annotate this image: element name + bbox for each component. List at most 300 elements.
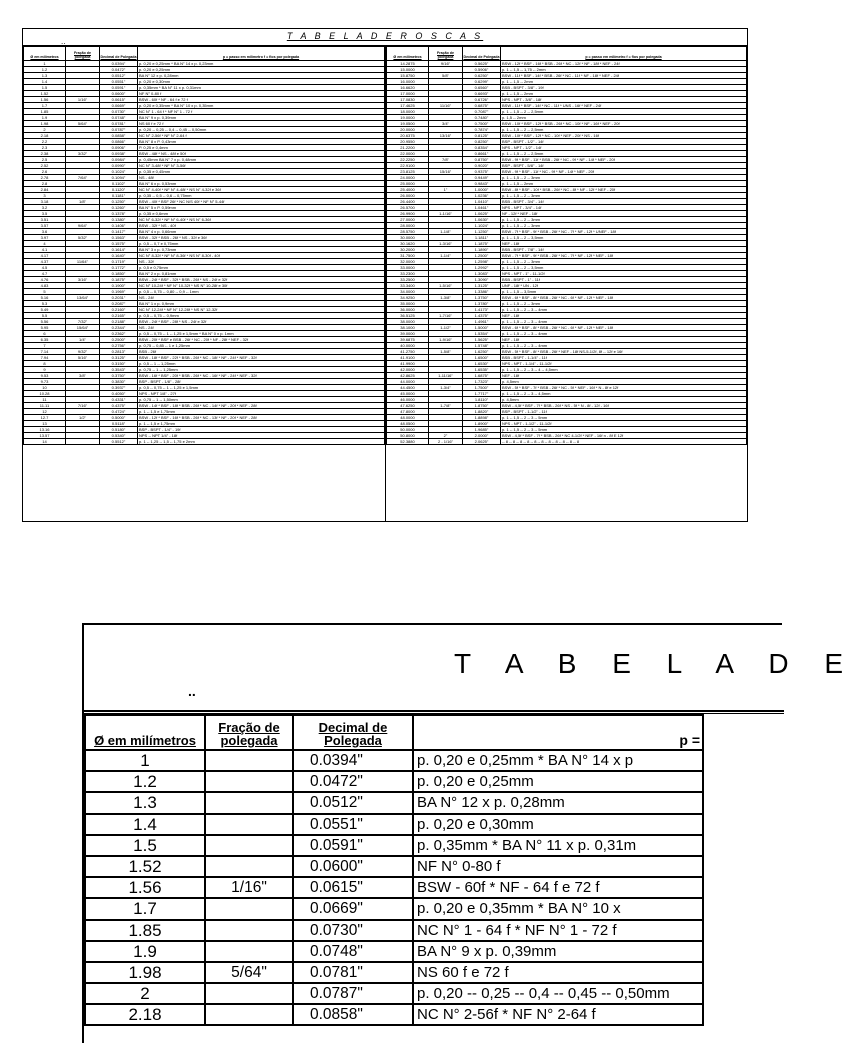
cell-mm: 1.56 xyxy=(85,877,205,898)
cell-mm: 2.38 xyxy=(24,151,66,157)
cell-decimal: 1.5625" xyxy=(463,337,501,343)
cell-decimal: 0.1900" xyxy=(100,283,138,289)
cell-mm: 25.4000 xyxy=(387,187,429,193)
cell-decimal: 0.9020" xyxy=(463,163,501,169)
cell-pitch: BSW - 7f * BSF - 9f * BSB - 26f * NC - 7f * NF - 12f * UNEF - 18f xyxy=(501,229,747,235)
cell-decimal: 1.5354" xyxy=(463,331,501,337)
cell-mm: 47.6250 xyxy=(387,403,429,409)
cell-decimal: 0.1719" xyxy=(100,259,138,265)
cell-decimal: 1.3125" xyxy=(463,283,501,289)
cell-decimal: 0.0551" xyxy=(293,814,413,835)
cell-mm: 50.8000 xyxy=(387,433,429,439)
cell-decimal: 0.0730" xyxy=(100,109,138,115)
cell-mm: 1.5 xyxy=(85,835,205,856)
cell-pitch: p. 0,5 -- 0,75 -- 1 -- 1,25 e 1,5mm * BA N° 0 x p. 1mm xyxy=(138,331,385,337)
cell-mm: 31.7500 xyxy=(387,253,429,259)
overview-left-table xyxy=(23,46,385,445)
cell-mm: 1.9 xyxy=(24,115,66,121)
corner-mark: .. xyxy=(61,37,66,46)
cell-pitch: p. 0,75 -- 1 -- 1,50mm xyxy=(138,397,385,403)
cell-pitch: p. 0,20 e 0,25mm xyxy=(138,67,385,73)
cell-decimal: 0.0600" xyxy=(100,91,138,97)
cell-decimal: 0.0866" xyxy=(100,139,138,145)
cell-pitch: BSW - 6f * BSF - 8f * BSB - 26f * NC - 6f * NF - 12f * NEF - 18f xyxy=(501,325,747,331)
zoom-corner-mark: .. xyxy=(188,683,196,699)
cell-mm: 1.2 xyxy=(24,67,66,73)
cell-mm: 20.9550 xyxy=(387,139,429,145)
cell-decimal: 0.9375" xyxy=(463,169,501,175)
cell-mm: 26.4400 xyxy=(387,199,429,205)
cell-mm: 7 xyxy=(24,343,66,349)
cell-pitch: NC N° 1 - 64 f * NF N° 1 - 72 f xyxy=(413,920,703,941)
cell-mm: 41.2750 xyxy=(387,349,429,355)
zoom-header-decimal: Decimal de Polegada xyxy=(293,715,413,750)
cell-pitch: NPS - NPT - 1-1/2" - 11-1/2f xyxy=(501,421,747,427)
cell-pitch: p. 1 -- 1,5 -- 2 -- 3 -- 4,5mm xyxy=(501,391,747,397)
table-row xyxy=(85,920,703,941)
cell-decimal: 1.0410" xyxy=(463,199,501,205)
cell-pitch: NS 60 f e 72 f xyxy=(413,962,703,983)
cell-mm: 2.18 xyxy=(85,1004,205,1025)
cell-decimal: 0.3125" xyxy=(100,355,138,361)
cell-decimal: 0.2813" xyxy=(100,349,138,355)
cell-mm: 23.8125 xyxy=(387,169,429,175)
cell-pitch: NS - 24f xyxy=(138,295,385,301)
cell-pitch: p. 0,5 -- 0,75 -- 1 -- 1,25 e 1,5mm xyxy=(138,385,385,391)
header-pitch: p = passo em milímetro f = fios por polegada xyxy=(501,47,747,61)
cell-decimal: 0.2087" xyxy=(100,301,138,307)
cell-pitch: p. 1 -- 1,5 -- 2 -- 3 -- 4mm xyxy=(501,319,747,325)
cell-decimal: 0.0858" xyxy=(293,1004,413,1025)
cell-decimal: 1.8898" xyxy=(463,415,501,421)
table-row xyxy=(85,898,703,919)
cell-mm: 5.5 xyxy=(24,313,66,319)
cell-pitch: BA N° 12 x p. 0,28mm xyxy=(138,73,385,79)
cell-mm: 39.6875 xyxy=(387,337,429,343)
cell-pitch: p. 0,20 e 0,30mm xyxy=(413,814,703,835)
cell-decimal: 0.2756" xyxy=(100,343,138,349)
cell-decimal: 1.5000" xyxy=(463,325,501,331)
cell-decimal: 0.1850" xyxy=(100,271,138,277)
cell-mm: 10 xyxy=(24,385,66,391)
cell-mm: 30.1620 xyxy=(387,241,429,247)
cell-mm: 13 xyxy=(24,421,66,427)
cell-decimal: 0.3543" xyxy=(100,367,138,373)
cell-pitch: NC N° 4-40f * NF N° 4-48f * NS N° 4-32f e 36f xyxy=(138,187,385,193)
cell-pitch: BA N° 1 x p. 0,9mm xyxy=(138,301,385,307)
cell-pitch: p. 0,35mm * BA N° 11 x p. 0,31mm xyxy=(138,85,385,91)
cell-mm: 4.17 xyxy=(24,253,66,259)
cell-pitch: BSP - BSPT - 1/2" - 14f xyxy=(501,139,747,145)
cell-fraction: 15/16" xyxy=(429,169,463,175)
header-fraction: Fração de polegada xyxy=(66,47,100,61)
cell-mm: 1 xyxy=(85,750,205,771)
cell-pitch: BSW - 24f * BSF - 32f * BSB - 26f * NS - 24f e 32f xyxy=(138,277,385,283)
cell-decimal: 0.0938" xyxy=(100,151,138,157)
table-row xyxy=(85,983,703,1004)
cell-decimal: 1.0000" xyxy=(463,187,501,193)
cell-pitch: p. 0,20 e 0,25mm * BA N° 14 x p xyxy=(413,750,703,771)
cell-mm: 4.83 xyxy=(24,283,66,289)
cell-decimal: 0.0512" xyxy=(100,73,138,79)
cell-mm: 25.0000 xyxy=(387,181,429,187)
cell-fraction xyxy=(66,439,100,445)
cell-mm: 1.2 xyxy=(85,771,205,792)
cell-mm: 2.78 xyxy=(24,175,66,181)
cell-decimal: 0.0551" xyxy=(100,79,138,85)
thread-table-overview xyxy=(22,28,748,522)
cell-decimal: 0.0906" xyxy=(100,145,138,151)
cell-decimal: 0.1094" xyxy=(100,175,138,181)
cell-decimal: 1.8820" xyxy=(463,409,501,415)
cell-pitch: NF - 12f * NEF - 18f xyxy=(501,211,747,217)
cell-pitch: p. 1 -- 1,5 -- 2mm xyxy=(501,181,747,187)
cell-decimal: 0.0591" xyxy=(100,85,138,91)
cell-fraction: 1/16" xyxy=(205,877,293,898)
cell-pitch: p. 0,35mm * BA N° 11 x p. 0,31m xyxy=(413,835,703,856)
overview-left-rows xyxy=(24,61,385,445)
cell-fraction: 13/64" xyxy=(66,295,100,301)
cell-decimal: 0.0394" xyxy=(100,61,138,67)
cell-decimal: 0.0591" xyxy=(293,835,413,856)
cell-decimal: 1.0625" xyxy=(463,211,501,217)
cell-mm: 1.85 xyxy=(24,109,66,115)
overview-body xyxy=(23,45,747,521)
cell-fraction: 7/64" xyxy=(66,175,100,181)
cell-pitch: p. 0,5 -- 0,75 -- 0,80 -- 0,9 -- 1mm xyxy=(138,289,385,295)
cell-pitch: BSB - BSPT - 1" - 11f xyxy=(501,277,747,283)
cell-mm: 6.35 xyxy=(24,337,66,343)
cell-pitch: p. 1 -- 1,5 -- 2 -- 3mm xyxy=(501,193,747,199)
cell-mm: 28.0000 xyxy=(387,223,429,229)
cell-pitch: BSW - 32f * BSB - 26f * NS - 32f e 36f xyxy=(138,235,385,241)
cell-fraction: 1-11/16" xyxy=(429,373,463,379)
table-row xyxy=(387,439,747,445)
cell-pitch: BSW - 9f * BSF - 11f * NC - 9f * NF - 14f * NEF - 20f xyxy=(501,169,747,175)
cell-decimal: 0.1772" xyxy=(100,265,138,271)
cell-decimal: 0.4050" xyxy=(100,391,138,397)
cell-mm: 47.8000 xyxy=(387,409,429,415)
cell-mm: 33.0000 xyxy=(387,265,429,271)
cell-pitch: BSW - 18f * BSF - 22f * BSB - 26f * NC - 18f * NF - 24f * NEF - 32f xyxy=(138,355,385,361)
cell-pitch: P. 0,25 e 0,4mm xyxy=(138,145,385,151)
cell-mm: 3.6 xyxy=(24,229,66,235)
cell-pitch: p. 0,20 e 0,35mm * BA N° 10 x p. 0,35mm xyxy=(138,103,385,109)
cell-pitch: -- 8 -- 8 -- 8 -- 8 -- 8 -- 8 -- 8 -- 8 -- 8 -- 8 -- 8 xyxy=(501,439,747,445)
cell-decimal: 1.1890" xyxy=(463,247,501,253)
cell-mm: 11.11 xyxy=(24,403,66,409)
cell-mm: 12.7 xyxy=(24,415,66,421)
cell-decimal: 0.2165" xyxy=(100,313,138,319)
cell-mm: 26.5700 xyxy=(387,205,429,211)
cell-decimal: 1.0461" xyxy=(463,205,501,211)
cell-decimal: 2.0625" xyxy=(463,439,501,445)
cell-mm: 4.7 xyxy=(24,271,66,277)
cell-fraction: 3/16" xyxy=(66,277,100,283)
cell-mm: 7.14 xyxy=(24,349,66,355)
cell-pitch: NPS - NPT - 3/4" - 14f xyxy=(501,205,747,211)
cell-mm: 1.3 xyxy=(24,73,66,79)
cell-mm: 16.6620 xyxy=(387,85,429,91)
cell-fraction: 1/8" xyxy=(66,199,100,205)
zoom-divider xyxy=(84,710,784,712)
cell-fraction: 3/8" xyxy=(66,373,100,379)
cell-mm: 1.52 xyxy=(24,91,66,97)
cell-pitch: p. 1 -- 1,5 -- 2mm xyxy=(501,91,747,97)
zoom-header-fraction: Fração de polegada xyxy=(205,715,293,750)
cell-decimal: 1.6530" xyxy=(463,361,501,367)
cell-decimal: 0.4724" xyxy=(100,409,138,415)
cell-fraction: 5/16" xyxy=(66,355,100,361)
cell-mm: 39.0000 xyxy=(387,331,429,337)
cell-pitch: p. 0,35 -- 0,5 -- 0,6 -- 0,75mm xyxy=(138,193,385,199)
cell-decimal: 1.6500" xyxy=(463,355,501,361)
cell-pitch: BA N° 4 x p. 0,66mm xyxy=(138,229,385,235)
cell-pitch: p. 0,20 -- 0,25 -- 0,4 -- 0,45 -- 0,50mm xyxy=(413,983,703,1004)
cell-decimal: 1.9685" xyxy=(463,427,501,433)
cell-pitch: NPS - NPT - 1-1/4" - 11-1/2f xyxy=(501,361,747,367)
cell-fraction: 3/32" xyxy=(66,151,100,157)
cell-decimal: 1.7323" xyxy=(463,379,501,385)
cell-pitch: BSW - 11f * BSF - 14f * NC - 11f * UNS - 16f * NEF - 24f xyxy=(501,103,747,109)
cell-mm: 18.0000 xyxy=(387,109,429,115)
cell-mm: 1.3 xyxy=(85,792,205,813)
cell-pitch: NC N° 2-56f * NF N° 2-64 f xyxy=(413,1004,703,1025)
table-row xyxy=(85,771,703,792)
cell-pitch: p. 0,45mm BA N° 7 x p. 0,48mm xyxy=(138,157,385,163)
cell-mm: 5 xyxy=(24,289,66,295)
table-row xyxy=(85,962,703,983)
cell-fraction: 7/16" xyxy=(66,403,100,409)
cell-fraction: 11/64" xyxy=(66,259,100,265)
cell-pitch: BSW - 32f * NS - 40f xyxy=(138,223,385,229)
cell-pitch: NS - 32f xyxy=(138,259,385,265)
cell-pitch: p. 0,20 e 0,30mm xyxy=(138,79,385,85)
cell-decimal: 0.0781" xyxy=(293,962,413,983)
cell-mm: 45.0000 xyxy=(387,391,429,397)
cell-pitch: NC N° 2-56f * NF N° 2-64 f xyxy=(138,133,385,139)
cell-mm: 3.2 xyxy=(24,205,66,211)
cell-pitch: p. 1 -- 1,5 -- 2 -- 3 -- 4mm xyxy=(501,307,747,313)
cell-fraction: 1-9/16" xyxy=(429,337,463,343)
cell-decimal: 1.1811" xyxy=(463,235,501,241)
cell-decimal: 0.1380" xyxy=(100,217,138,223)
cell-pitch: BSW - 12f * BSF - 16f * BSB - 26f * NC - 12f * NF - 18f * NEF - 24f xyxy=(501,61,747,67)
cell-mm: 8 xyxy=(24,361,66,367)
cell-pitch: p. 1 -- 1,5 -- 2 -- 3 -- 5mm xyxy=(501,427,747,433)
cell-fraction xyxy=(205,792,293,813)
zoom-header-pitch: p = xyxy=(413,715,703,750)
cell-mm: 10.28 xyxy=(24,391,66,397)
cell-pitch: NEF - 18f xyxy=(501,337,747,343)
cell-decimal: 0.6693" xyxy=(463,91,501,97)
cell-mm: 5.95 xyxy=(24,325,66,331)
cell-decimal: 0.3750" xyxy=(100,373,138,379)
cell-pitch: BSB - BSPT - 3/4" - 14f xyxy=(501,199,747,205)
cell-pitch: BSP - BSPT - 1/8" - 28f xyxy=(138,379,385,385)
cell-fraction: 9/32" xyxy=(66,349,100,355)
cell-pitch: p. 1 -- 1,5 -- 2 -- 3,5mm xyxy=(501,235,747,241)
cell-decimal: 0.7500" xyxy=(463,121,501,127)
cell-mm: 7.94 xyxy=(24,355,66,361)
cell-mm: 34.9250 xyxy=(387,295,429,301)
cell-pitch: BSB - 26f xyxy=(138,349,385,355)
cell-decimal: 0.6726" xyxy=(463,97,501,103)
cell-decimal: 0.1406" xyxy=(100,223,138,229)
table-row xyxy=(24,439,385,445)
cell-mm: 4.1 xyxy=(24,247,66,253)
cell-mm: 3.5 xyxy=(24,211,66,217)
cell-mm: 9.53 xyxy=(24,373,66,379)
cell-pitch: BA N° 9 x p. 0,39mm xyxy=(413,941,703,962)
cell-fraction: 11/16" xyxy=(429,103,463,109)
cell-decimal: 0.1640" xyxy=(100,253,138,259)
cell-mm: 5.16 xyxy=(24,295,66,301)
cell-mm: 2.5 xyxy=(24,157,66,163)
cell-mm: 26.0000 xyxy=(387,193,429,199)
cell-decimal: 0.0615" xyxy=(100,97,138,103)
cell-fraction: 1-7/8" xyxy=(429,403,463,409)
cell-decimal: 2.0000" xyxy=(463,433,501,439)
cell-fraction: 5/32" xyxy=(66,235,100,241)
cell-mm: 48.0500 xyxy=(387,421,429,427)
cell-mm: 42.8625 xyxy=(387,373,429,379)
cell-fraction xyxy=(205,920,293,941)
cell-decimal: 1.3780" xyxy=(463,301,501,307)
cell-pitch: NF N° 0-80 f xyxy=(413,856,703,877)
cell-pitch: BSW - 11f * BSF - 14f * BSB - 26f * NC - 11f * NF - 18f * NEF - 24f xyxy=(501,73,747,79)
cell-mm: 17.0000 xyxy=(387,91,429,97)
cell-pitch: p. 0,20 e 0,25mm xyxy=(413,771,703,792)
cell-fraction: 5/64" xyxy=(205,962,293,983)
cell-mm: 19.0500 xyxy=(387,121,429,127)
cell-mm: 14 xyxy=(24,439,66,445)
cell-mm: 28.5750 xyxy=(387,229,429,235)
cell-decimal: 0.1181" xyxy=(100,193,138,199)
cell-decimal: 0.6250" xyxy=(463,73,501,79)
cell-decimal: 0.5512" xyxy=(100,439,138,445)
cell-pitch: BA N° 6 x p. 0,53mm xyxy=(138,181,385,187)
cell-mm: 13.16 xyxy=(24,427,66,433)
cell-pitch: BSW - 4,5f * BSF - 7f * BSB - 26f * NC 4-1/2f * NEF - 16f n - 8f E 12f xyxy=(501,433,747,439)
cell-decimal: 1.0630" xyxy=(463,217,501,223)
cell-pitch: NS - 48f xyxy=(138,175,385,181)
cell-pitch: p. 1 -- 1,5 -- 2mm xyxy=(501,79,747,85)
cell-pitch: p. 1 -- 1,5 -- 2 -- 3mm xyxy=(501,175,747,181)
cell-mm: 3.57 xyxy=(24,223,66,229)
cell-decimal: 1.2598" xyxy=(463,259,501,265)
cell-mm: 1.4 xyxy=(24,79,66,85)
cell-decimal: 1.3083" xyxy=(463,271,501,277)
cell-decimal: 0.1024" xyxy=(100,169,138,175)
cell-fraction: 9/64" xyxy=(66,223,100,229)
cell-pitch: p. 0,5 -- 0,7 e 0,75mm xyxy=(138,241,385,247)
cell-fraction: 7/8" xyxy=(429,157,463,163)
cell-decimal: 0.1120" xyxy=(100,187,138,193)
cell-decimal: 1.2500" xyxy=(463,253,501,259)
cell-pitch: p. 1,5 -- 2mm xyxy=(501,115,747,121)
cell-decimal: 1.8900" xyxy=(463,421,501,427)
cell-fraction: 5/64" xyxy=(66,121,100,127)
cell-decimal: 0.7480" xyxy=(463,115,501,121)
cell-pitch: p. 4,5mm xyxy=(501,397,747,403)
cell-mm: 36.0000 xyxy=(387,307,429,313)
cell-decimal: 1.0236" xyxy=(463,193,501,199)
cell-mm: 3.51 xyxy=(24,217,66,223)
cell-fraction: 1-1/8" xyxy=(429,229,463,235)
cell-mm: 1 xyxy=(24,61,66,67)
cell-pitch: BSW - 10f * BSF - 12f * NC - 10f * NEF - 20f * NS - 16f xyxy=(501,133,747,139)
cell-mm: 46.0000 xyxy=(387,397,429,403)
cell-pitch: p. 1 -- 1,5 -- 2 -- 3mm xyxy=(501,217,747,223)
cell-fraction: 1-5/8" xyxy=(429,349,463,355)
cell-pitch: NPS - NPT - 1" - 11-1/2f xyxy=(501,271,747,277)
cell-decimal: 0.1417" xyxy=(100,229,138,235)
cell-mm: 44.0000 xyxy=(387,379,429,385)
zoom-header-mm: Ø em milímetros xyxy=(85,715,205,750)
thread-table-zoom xyxy=(82,623,857,1043)
cell-pitch: NC N° 3-48f * NF N° 3-56f xyxy=(138,163,385,169)
cell-pitch: p. 1 -- 1,5 -- 2 -- 3 -- 5mm xyxy=(501,415,747,421)
cell-decimal: 0.2160" xyxy=(100,307,138,313)
cell-pitch: p. 1 -- 1,5 e 1,75mm xyxy=(138,409,385,415)
cell-mm: 2.2 xyxy=(24,139,66,145)
cell-mm: 40.0000 xyxy=(387,343,429,349)
cell-decimal: 1.6535" xyxy=(463,367,501,373)
cell-decimal: 0.0669" xyxy=(100,103,138,109)
cell-mm: 27.0000 xyxy=(387,217,429,223)
cell-pitch: p. 0,5 -- 1 -- 1,25mm xyxy=(138,361,385,367)
cell-decimal: 1.6250" xyxy=(463,349,501,355)
cell-mm: 38.1000 xyxy=(387,325,429,331)
cell-fraction: 1-1/2" xyxy=(429,325,463,331)
cell-pitch: BSW - 8f * BSF - 10f * BSB - 26f * NC - 8f * NF - 12f * NEF - 20f xyxy=(501,187,747,193)
cell-pitch: NC N° 8-32f * NF N° 8-36f * NS N° 8-30f - 40f xyxy=(138,253,385,259)
cell-decimal: 1.8750" xyxy=(463,403,501,409)
cell-decimal: 1.4375" xyxy=(463,313,501,319)
cell-decimal: 1.3750" xyxy=(463,295,501,301)
cell-pitch: p. 4,5mm xyxy=(501,379,747,385)
cell-pitch: NPS - NPT - 3/8" - 18f xyxy=(501,97,747,103)
cell-fraction xyxy=(205,983,293,1004)
cell-mm: 3.18 xyxy=(24,199,66,205)
cell-pitch: BA N° 3 x p. 0,73mm xyxy=(138,247,385,253)
cell-mm: 4.37 xyxy=(24,259,66,265)
cell-pitch: p. 1 -- 1,5 -- 2 -- 3mm xyxy=(501,223,747,229)
cell-decimal: 1.4961" xyxy=(463,319,501,325)
cell-pitch: p. 1 -- 1,5 -- 2 -- 2,5mm xyxy=(501,127,747,133)
cell-mm: 48.0000 xyxy=(387,415,429,421)
cell-fraction: 1-3/8" xyxy=(429,295,463,301)
cell-mm: 42.0000 xyxy=(387,367,429,373)
cell-mm: 9.73 xyxy=(24,379,66,385)
cell-pitch: p. 0,75 -- 0,85 -- 1 e 1,25mm xyxy=(138,343,385,349)
cell-decimal: 0.3150" xyxy=(100,361,138,367)
cell-mm: 2 xyxy=(24,127,66,133)
cell-decimal: 0.1102" xyxy=(100,181,138,187)
cell-decimal: 1.7717" xyxy=(463,391,501,397)
cell-decimal: 1.8110" xyxy=(463,397,501,403)
cell-mm: 24.0000 xyxy=(387,175,429,181)
cell-pitch: BSP - BSPT - 1/4" - 19f xyxy=(138,427,385,433)
header-decimal: Decimal de Polegada xyxy=(100,47,138,61)
cell-decimal: 1.3386" xyxy=(463,289,501,295)
cell-decimal: 0.1250" xyxy=(100,199,138,205)
cell-pitch: NS 60 f e 72 f xyxy=(138,121,385,127)
cell-mm: 26.9900 xyxy=(387,211,429,217)
cell-decimal: 0.1260" xyxy=(100,205,138,211)
cell-pitch: p. 1 -- 1,5 -- 3,5mm xyxy=(501,289,747,295)
